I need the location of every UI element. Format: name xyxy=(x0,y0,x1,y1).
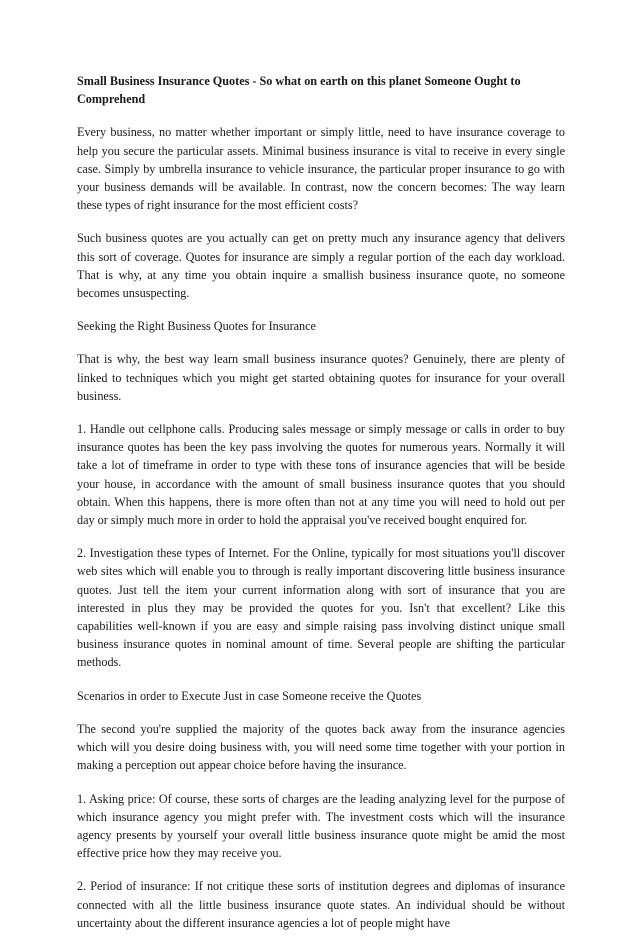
section-heading: Seeking the Right Business Quotes for Insurance xyxy=(77,319,316,334)
paragraph: 1. Asking price: Of course, these sorts of charges are the leading analyzing level for the purpose of which insurance agency you might prefer with. The investment costs which will the insurance agency presents by yourself your overall little business insurance quote might be amid the most effective price how they may receive you. xyxy=(77,791,565,861)
paragraph: Such business quotes are you actually can get on pretty much any insurance agency that delivers this sort of coverage. Quotes for insurance are simply a regular portion of the each day workload. That is why, at any time you obtain inquire a smallish business insurance quote, no someone becomes unsuspecting. xyxy=(77,231,565,301)
section-heading: Scenarios in order to Execute Just in case Someone receive the Quotes xyxy=(77,688,422,703)
paragraph: 2. Investigation these types of Internet. For the Online, typically for most situations you'll discover web sites which will enable you to through is really important discovering little business insurance quotes. Just tell the item your current information along with sort of insurance that you are interested in plus they may be provided the quotes for you. Isn't that excellent? Like this capabilities well-known if you are easy and simple raising pass involving distinct unique small business insurance quotes in nominal amount of time. Several people are shifting the particular methods. xyxy=(77,546,565,670)
paragraph: Every business, no matter whether important or simply little, need to have insurance coverage to help you secure the particular assets. Minimal business insurance is vital to receive in every single case. Simply by umbrella insurance to vehicle insurance, the particular proper insurance to go with your business demands will be available. In contrast, now the concern becomes: The way learn these types of right insurance for the most efficient costs? xyxy=(77,125,565,213)
document-title: Small Business Insurance Quotes - So what on earth on this planet Someone Ought to Comprehend xyxy=(77,74,521,107)
document-page xyxy=(77,72,565,947)
paragraph: That is why, the best way learn small business insurance quotes? Genuinely, there are plenty of linked to techniques which you might get started obtaining quotes for insurance for your overall business. xyxy=(77,352,565,403)
paragraph: The second you're supplied the majority of the quotes back away from the insurance agencies which will you desire doing business with, you will need some time together with your portion in making a perception out appear choice before having the insurance. xyxy=(77,721,565,773)
paragraph: 2. Period of insurance: If not critique these sorts of institution degrees and diplomas of insurance connected with all the little business insurance quote states. An individual should be without uncertainty about the different insurance agencies a lot of people might have xyxy=(77,879,565,930)
paragraph: 1. Handle out cellphone calls. Producing sales message or simply message or calls in order to buy insurance quotes has been the key pass involving the quotes for numerous years. Normally it will take a lot of timeframe in order to type with these tons of insurance agencies that will be beside your house, in accordance with the amount of small business insurance quotes that you should obtain. When this happens, there is more often than not at any time you will need to hold out per day or simply much more in order to hold the appraisal you've received bought enquired for. xyxy=(77,422,565,528)
